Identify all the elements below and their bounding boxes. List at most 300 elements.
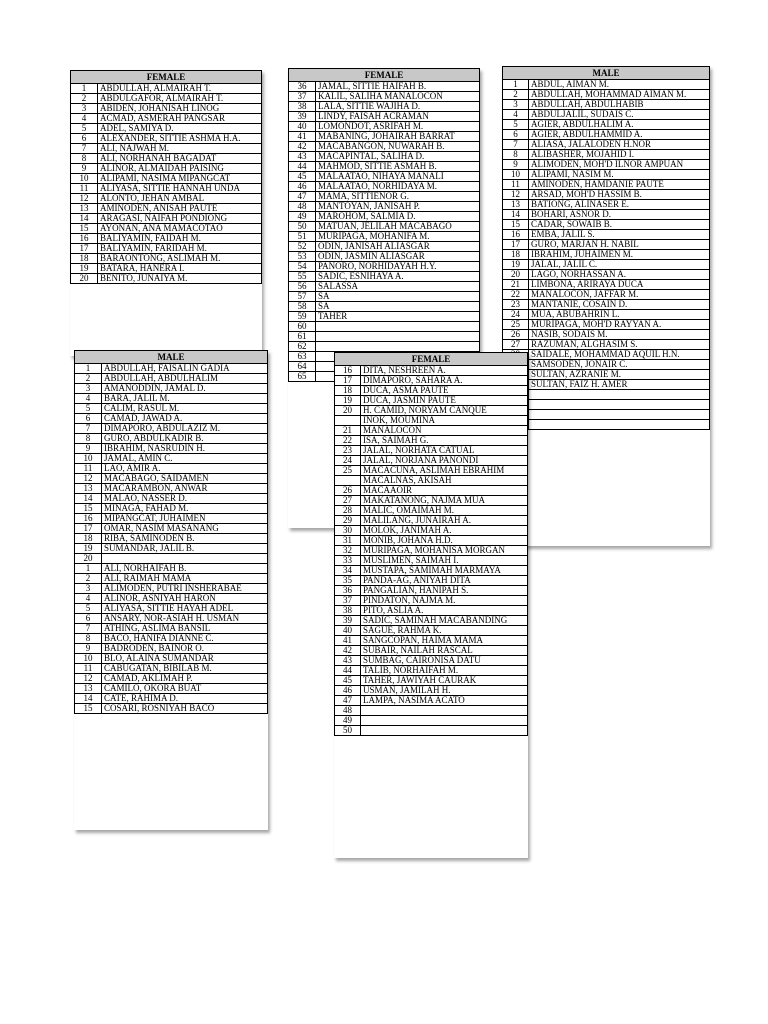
table-row	[289, 282, 480, 292]
student-name: MAROHOM, SALMIA D.	[316, 212, 480, 222]
row-number: 34	[335, 566, 361, 576]
row-number: 4	[503, 110, 529, 120]
table-row	[289, 112, 480, 122]
table-row	[289, 102, 480, 112]
table-row	[335, 376, 528, 386]
table-row	[71, 134, 262, 144]
table-row	[75, 584, 268, 594]
row-number: 15	[71, 224, 98, 234]
student-name: LINDY, FAISAH ACRAMAN	[316, 112, 480, 122]
table-row	[71, 204, 262, 214]
table-row	[75, 634, 268, 644]
student-name: MACARAMBON, ANWAR	[102, 484, 268, 494]
student-name: LIMBONA, ARIRAYA DUCA	[529, 280, 710, 290]
table-row	[289, 192, 480, 202]
row-number: 7	[75, 624, 102, 634]
row-number: 48	[335, 706, 361, 716]
row-number: 50	[289, 222, 316, 232]
table-row	[335, 626, 528, 636]
student-name: ISA, SAIMAH G.	[361, 436, 528, 446]
table-row	[289, 222, 480, 232]
row-number: 8	[503, 150, 529, 160]
table-row	[335, 496, 528, 506]
row-number: 16	[75, 514, 102, 524]
row-number: 9	[75, 644, 102, 654]
table-row	[335, 666, 528, 676]
row-number: 25	[503, 320, 529, 330]
row-number: 49	[335, 716, 361, 726]
row-number: 6	[75, 614, 102, 624]
table-row	[335, 416, 528, 426]
row-number: 14	[75, 694, 102, 704]
table-row	[289, 302, 480, 312]
table-row	[335, 406, 528, 416]
table-row	[71, 184, 262, 194]
student-name: ABDULLAH, ALMAIRAH T.	[98, 84, 262, 94]
table-row	[335, 696, 528, 706]
table-row	[71, 214, 262, 224]
student-name: ALIPAMI, NASIMA MIPANGCAT	[98, 174, 262, 184]
row-number: 6	[503, 130, 529, 140]
row-number: 50	[335, 726, 361, 736]
table-row	[289, 212, 480, 222]
row-number: 25	[335, 466, 361, 476]
sheet-header: MALE	[75, 351, 268, 364]
row-number: 40	[335, 626, 361, 636]
row-number: 62	[289, 342, 316, 352]
student-name: SA	[316, 302, 480, 312]
row-number: 9	[75, 444, 102, 454]
row-number: 21	[335, 426, 361, 436]
table-row	[503, 190, 710, 200]
student-name: AGIER, ABDULHALIM A.	[529, 120, 710, 130]
row-number: 16	[503, 230, 529, 240]
student-name: MACAAOIR	[361, 486, 528, 496]
row-number: 18	[335, 386, 361, 396]
student-name: JALAL, NORHATA CATUAL	[361, 446, 528, 456]
student-name: MURIPAGA, MOHANIFA M.	[316, 232, 480, 242]
row-number: 44	[289, 162, 316, 172]
table-row	[75, 554, 268, 564]
row-number	[335, 416, 361, 426]
student-name: AMINODEN, ANISAH PAUTE	[98, 204, 262, 214]
student-name: ALI, NORHAIFAH B.	[102, 564, 268, 574]
student-name: ALIPAMI, NASIM M.	[529, 170, 710, 180]
row-number: 46	[289, 182, 316, 192]
student-name: LAMPA, NASIMA ACATO	[361, 696, 528, 706]
table-row	[75, 384, 268, 394]
table-row	[503, 110, 710, 120]
student-name	[361, 706, 528, 716]
row-number: 21	[503, 280, 529, 290]
row-number: 14	[71, 214, 98, 224]
row-number: 7	[503, 140, 529, 150]
row-number: 26	[335, 486, 361, 496]
table-row	[75, 364, 268, 374]
table-row	[503, 410, 710, 420]
male-list-sheet-2	[74, 350, 268, 830]
table-row	[503, 290, 710, 300]
row-number: 10	[503, 170, 529, 180]
table-row	[335, 446, 528, 456]
row-number: 58	[289, 302, 316, 312]
student-name: ALIBASHER, MOJAHID I.	[529, 150, 710, 160]
sheet-header: FEMALE	[335, 353, 528, 366]
student-name: MUSTAPA, SAMIMAH MARMAYA	[361, 566, 528, 576]
student-name: SAIDALE, MOHAMMAD AQUIL H.N.	[529, 350, 710, 360]
table-row	[503, 370, 710, 380]
header-row	[71, 71, 262, 84]
table-row	[503, 320, 710, 330]
row-number: 19	[75, 544, 102, 554]
student-name: SALASSA	[316, 282, 480, 292]
student-name: MALILANG, JUNAIRAH A.	[361, 516, 528, 526]
student-name: SULTAN, FAIZ H. AMER	[529, 380, 710, 390]
female-list-sheet-1	[70, 70, 262, 356]
table-row	[335, 466, 528, 476]
student-name: ABDUL, AIMAN M.	[529, 80, 710, 90]
row-number: 5	[75, 604, 102, 614]
table-row	[75, 664, 268, 674]
table-row	[503, 130, 710, 140]
table-row	[289, 342, 480, 352]
row-number: 4	[75, 394, 102, 404]
student-name: BATIONG, ALINASER E.	[529, 200, 710, 210]
table-row	[71, 224, 262, 234]
row-number: 20	[503, 270, 529, 280]
student-name: MOLOK, JANIMAH A.	[361, 526, 528, 536]
row-number: 45	[289, 172, 316, 182]
row-number: 8	[75, 634, 102, 644]
row-number: 54	[289, 262, 316, 272]
roster-table	[334, 352, 528, 736]
student-name: PANDA-AG, ANIYAH DITA	[361, 576, 528, 586]
roster-table	[288, 68, 480, 382]
table-row	[289, 202, 480, 212]
table-row	[503, 180, 710, 190]
student-name: ALIASA, JALALODEN H.NOR	[529, 140, 710, 150]
table-row	[71, 234, 262, 244]
table-row	[335, 576, 528, 586]
row-number: 35	[335, 576, 361, 586]
sheet-header: FEMALE	[289, 69, 480, 82]
student-name: ALEXANDER, SITTIE ASHMA H.A.	[98, 134, 262, 144]
student-name: ALIMODEN, MOH'D ILNOR AMPUAN	[529, 160, 710, 170]
table-row	[75, 414, 268, 424]
table-row	[75, 404, 268, 414]
table-row	[503, 160, 710, 170]
row-number: 6	[71, 134, 98, 144]
student-name: MUSLIMEN, SAIMAH I.	[361, 556, 528, 566]
row-number: 11	[75, 464, 102, 474]
student-name: AGIER, ABDULHAMMID A.	[529, 130, 710, 140]
table-row	[75, 564, 268, 574]
student-name: MIPANGCAT, JUHAIMEN	[102, 514, 268, 524]
student-name: CADAR, SOWAIB B.	[529, 220, 710, 230]
table-row	[289, 172, 480, 182]
row-number: 1	[75, 564, 102, 574]
student-name: ARSAD, MOH'D HASSIM B.	[529, 190, 710, 200]
student-name: IBRAHIM, NASRUDIN H.	[102, 444, 268, 454]
row-number: 57	[289, 292, 316, 302]
student-name: ALI, NORHANAH BAGADAT	[98, 154, 262, 164]
student-name: ATHING, ASLIMA BANSIL	[102, 624, 268, 634]
student-name: CALIM, RASUL M.	[102, 404, 268, 414]
student-name: ALI, NAJWAH M.	[98, 144, 262, 154]
table-row	[75, 644, 268, 654]
roster-table	[70, 70, 262, 284]
roster-table	[502, 66, 710, 430]
row-number: 4	[75, 594, 102, 604]
student-name: MACABANGON, NUWARAH B.	[316, 142, 480, 152]
row-number: 17	[503, 240, 529, 250]
table-row	[503, 360, 710, 370]
row-number: 16	[335, 366, 361, 376]
student-name: GURO, MARJAN H. NABIL	[529, 240, 710, 250]
table-row	[335, 656, 528, 666]
table-row	[71, 154, 262, 164]
table-row	[71, 174, 262, 184]
table-row	[503, 90, 710, 100]
table-row	[503, 210, 710, 220]
table-row	[335, 456, 528, 466]
table-row	[75, 684, 268, 694]
row-number: 12	[75, 474, 102, 484]
row-number: 64	[289, 362, 316, 372]
row-number: 30	[335, 526, 361, 536]
student-name: BATARA, HANERA I.	[98, 264, 262, 274]
student-name: BACO, HANIFA DIANNE C.	[102, 634, 268, 644]
table-row	[71, 104, 262, 114]
table-row	[503, 390, 710, 400]
student-name: SADIC, SAMINAH MACABANDING	[361, 616, 528, 626]
table-row	[75, 694, 268, 704]
student-name: MANTOYAN, JANISAH P.	[316, 202, 480, 212]
row-number: 9	[503, 160, 529, 170]
student-name: ALI, RAIMAH MAMA	[102, 574, 268, 584]
table-row	[503, 200, 710, 210]
row-number: 59	[289, 312, 316, 322]
row-number: 19	[335, 396, 361, 406]
row-number: 15	[75, 504, 102, 514]
student-name	[529, 390, 710, 400]
table-row	[75, 504, 268, 514]
student-name: COSARI, ROSNIYAH BACO	[102, 704, 268, 714]
row-number: 12	[75, 674, 102, 684]
row-number: 52	[289, 242, 316, 252]
table-row	[289, 162, 480, 172]
student-name	[529, 400, 710, 410]
student-name: PANORO, NORHIDAYAH H.Y.	[316, 262, 480, 272]
student-name: ABDULLAH, FAISALIN GADIA	[102, 364, 268, 374]
row-number: 33	[335, 556, 361, 566]
sheet-header: MALE	[503, 67, 710, 80]
row-number: 2	[75, 574, 102, 584]
row-number: 38	[335, 606, 361, 616]
table-row	[289, 132, 480, 142]
student-name: ALIMODEN, PUTRI INSHERABAE	[102, 584, 268, 594]
male-list-sheet-1	[502, 66, 710, 546]
table-row	[335, 426, 528, 436]
table-row	[71, 254, 262, 264]
student-name	[361, 716, 528, 726]
table-row	[289, 182, 480, 192]
table-row	[75, 544, 268, 554]
table-row	[71, 114, 262, 124]
student-name: SUMANDAR, JALIL B.	[102, 544, 268, 554]
student-name	[316, 322, 480, 332]
student-name: SA	[316, 292, 480, 302]
row-number: 46	[335, 686, 361, 696]
student-name: MALAATAO, NORHIDAYA M.	[316, 182, 480, 192]
table-row	[289, 292, 480, 302]
table-row	[503, 420, 710, 430]
student-name: MINAGA, FAHAD M.	[102, 504, 268, 514]
row-number: 60	[289, 322, 316, 332]
table-row	[503, 170, 710, 180]
student-name: ALONTO, JEHAN AMBAL	[98, 194, 262, 204]
row-number: 7	[71, 144, 98, 154]
table-row	[289, 142, 480, 152]
student-name: KALIL, SALIHA MANALOCON	[316, 92, 480, 102]
student-name: LAO, AMIR A.	[102, 464, 268, 474]
table-row	[503, 310, 710, 320]
row-number: 65	[289, 372, 316, 382]
row-number: 3	[503, 100, 529, 110]
student-name: LOMONDOT, ASRIFAH M.	[316, 122, 480, 132]
student-name: ALINOR, ASNIYAH HARON	[102, 594, 268, 604]
table-row	[75, 484, 268, 494]
table-row	[335, 476, 528, 486]
table-row	[503, 100, 710, 110]
row-number: 37	[335, 596, 361, 606]
table-row	[71, 144, 262, 154]
row-number: 39	[335, 616, 361, 626]
table-row	[289, 122, 480, 132]
student-name	[361, 726, 528, 736]
student-name: JALAL, NORJANA PANONDI	[361, 456, 528, 466]
table-row	[75, 604, 268, 614]
row-number: 11	[71, 184, 98, 194]
row-number: 13	[503, 200, 529, 210]
row-number: 32	[335, 546, 361, 556]
student-name: ABIDEN, JOHANISAH LINOG	[98, 104, 262, 114]
student-name: SAMSODEN, JONAIR C.	[529, 360, 710, 370]
table-row	[75, 574, 268, 584]
student-name: BLO, ALAINA SUMANDAR	[102, 654, 268, 664]
table-row	[75, 514, 268, 524]
student-name: BALIYAMIN, FAIDAH M.	[98, 234, 262, 244]
student-name: BARAONTONG, ASLIMAH M.	[98, 254, 262, 264]
row-number: 27	[503, 340, 529, 350]
table-row	[503, 240, 710, 250]
row-number: 38	[289, 102, 316, 112]
student-name: MANTANIE, COSAIN D.	[529, 300, 710, 310]
row-number: 18	[71, 254, 98, 264]
student-name: H. CAMID, NORYAM CANQUE	[361, 406, 528, 416]
student-name: SUBAIR, NAILAH RASCAL	[361, 646, 528, 656]
row-number: 1	[71, 84, 98, 94]
row-number: 42	[335, 646, 361, 656]
student-name: MANALOCON, JAFFAR M.	[529, 290, 710, 300]
student-name: GURO, ABDULKADIR B.	[102, 434, 268, 444]
table-row	[71, 244, 262, 254]
student-name: MONIB, JOHANA H.D.	[361, 536, 528, 546]
table-row	[289, 242, 480, 252]
student-name: IBRAHIM, JUHAIMEN M.	[529, 250, 710, 260]
table-row	[503, 150, 710, 160]
student-name: MACALNAS, AKISAH	[361, 476, 528, 486]
row-number: 10	[75, 454, 102, 464]
table-row	[503, 380, 710, 390]
table-row	[503, 260, 710, 270]
row-number: 47	[289, 192, 316, 202]
student-name: DUCA, JASMIN PAUTE	[361, 396, 528, 406]
sheet-header: FEMALE	[71, 71, 262, 84]
table-row	[335, 436, 528, 446]
student-name: ABDULLAH, ABDULHABIB	[529, 100, 710, 110]
row-number: 61	[289, 332, 316, 342]
table-row	[75, 394, 268, 404]
table-row	[503, 80, 710, 90]
student-name: MAKATANONG, NAJMA MUA	[361, 496, 528, 506]
table-row	[335, 506, 528, 516]
table-row	[289, 322, 480, 332]
student-name: LAGO, NORHASSAN A.	[529, 270, 710, 280]
student-name: ABDULLAH, MOHAMMAD AIMAN M.	[529, 90, 710, 100]
row-number: 48	[289, 202, 316, 212]
row-number: 7	[75, 424, 102, 434]
row-number: 55	[289, 272, 316, 282]
student-name: MACACUNA, ASLIMAH EBRAHIM	[361, 466, 528, 476]
row-number: 27	[335, 496, 361, 506]
student-name: LALA, SITTIE WAJIHA D.	[316, 102, 480, 112]
student-name: RAZUMAN, ALGHASIM S.	[529, 340, 710, 350]
table-row	[335, 616, 528, 626]
table-row	[75, 454, 268, 464]
table-row	[75, 524, 268, 534]
student-name: JALAL, JALIL C.	[529, 260, 710, 270]
roster-table	[74, 350, 268, 714]
table-row	[335, 516, 528, 526]
table-row	[335, 556, 528, 566]
row-number: 56	[289, 282, 316, 292]
table-row	[503, 230, 710, 240]
table-row	[75, 594, 268, 604]
table-row	[335, 526, 528, 536]
student-name: ALINOR, ALMAIDAH PAISING	[98, 164, 262, 174]
table-row	[503, 300, 710, 310]
table-row	[335, 706, 528, 716]
row-number: 14	[75, 494, 102, 504]
student-name: ALIYASA, SITTIE HAYAH ADEL	[102, 604, 268, 614]
student-name: MURIPAGA, MOH'D RAYYAN A.	[529, 320, 710, 330]
student-name: ABDULLAH, ABDULHALIM	[102, 374, 268, 384]
row-number: 3	[75, 384, 102, 394]
student-name: PANGALIAN, HANIPAH S.	[361, 586, 528, 596]
header-row	[75, 351, 268, 364]
row-number: 1	[503, 80, 529, 90]
row-number: 8	[75, 434, 102, 444]
table-row	[289, 272, 480, 282]
student-name: MACAPINTAL, SALIHA D.	[316, 152, 480, 162]
row-number: 19	[71, 264, 98, 274]
row-number: 26	[503, 330, 529, 340]
row-number: 17	[71, 244, 98, 254]
student-name: OMAR, NASIM MASANANG	[102, 524, 268, 534]
student-name: SUMBAG, CAIRONISA DATU	[361, 656, 528, 666]
student-name: ODIN, JASMIN ALIASGAR	[316, 252, 480, 262]
